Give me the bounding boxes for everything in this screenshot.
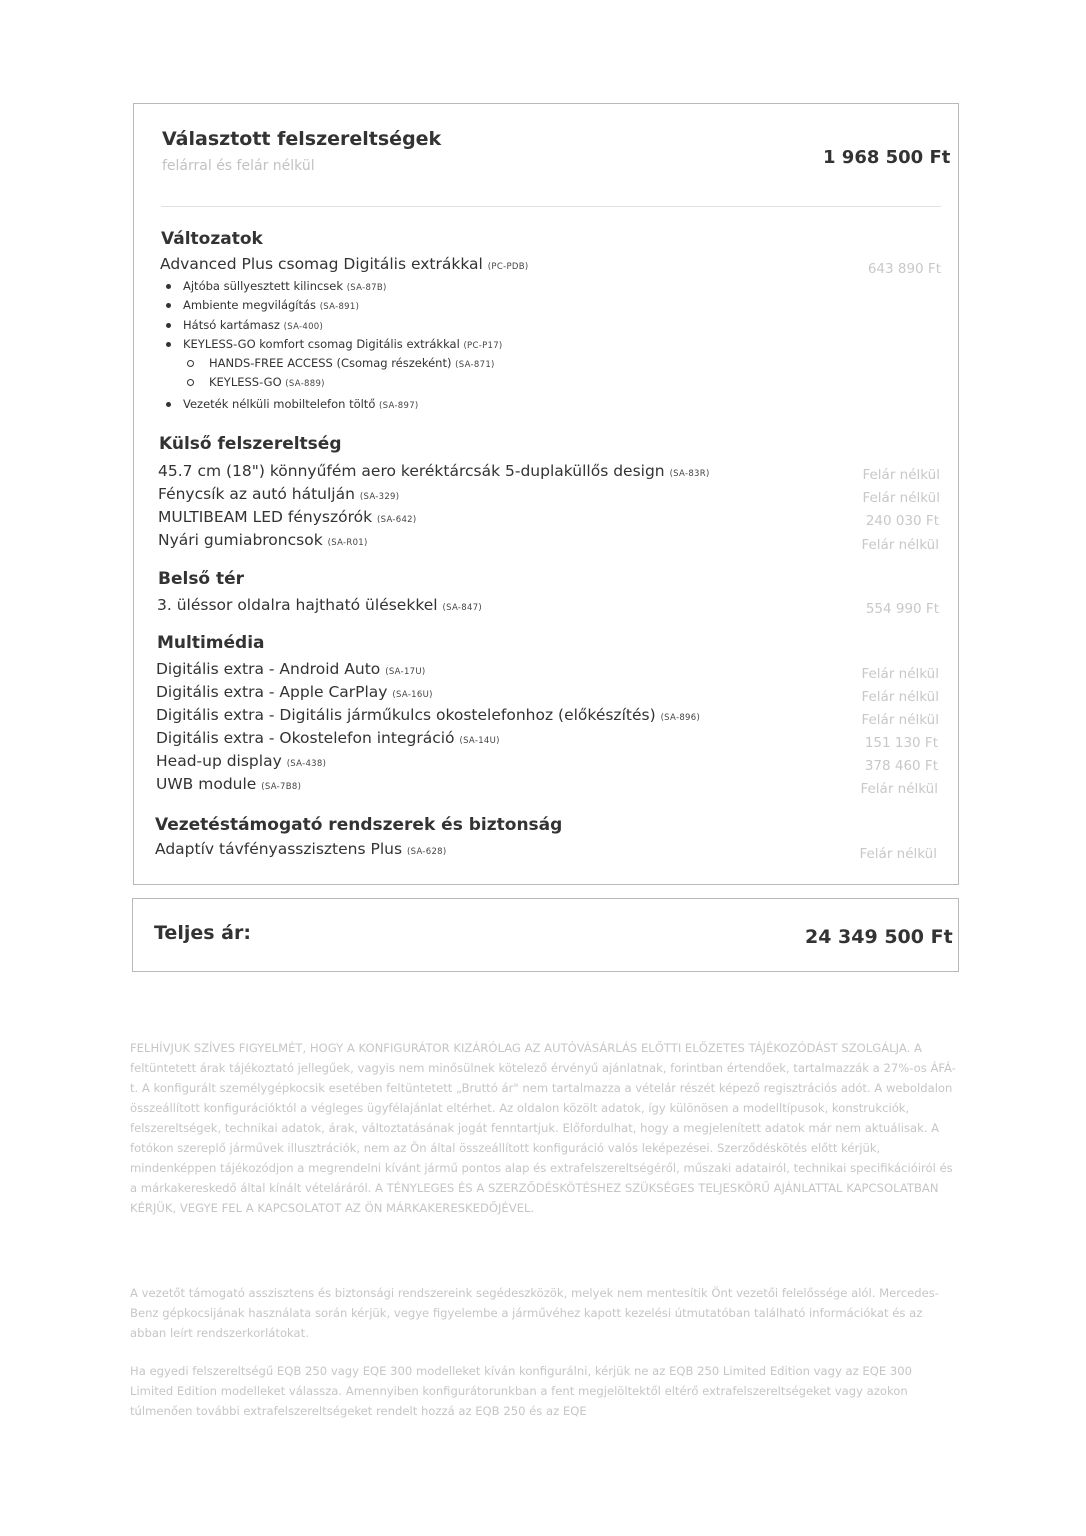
equipment-price: 554 990 Ft [865,601,939,617]
header-divider [161,206,941,207]
equipment-label: Head-up display [156,752,282,770]
equipment-row [156,660,426,678]
selected-equipment-title: Választott felszereltségek [162,128,442,150]
equipment-row [156,752,326,770]
equipment-price: 151 130 Ft [864,735,938,751]
list-item [166,337,503,351]
bullet-icon [166,323,171,328]
equipment-label: Nyári gumiabroncsok [158,531,323,549]
equipment-row [158,485,399,503]
package-code: (PC-PDB) [487,262,529,272]
equipment-label: 45.7 cm (18") könnyűfém aero keréktárcsák 5-duplaküllős design [158,462,665,480]
list-item [166,279,387,293]
equipment-price: Felár nélkül [862,490,940,506]
list-subitem-label: KEYLESS-GO [209,375,282,389]
disclaimer-paragraph-3: Ha egyedi felszereltségű EQB 250 vagy EQE 300 modelleket kíván konfigurálni, kérjük ne az EQB 250 Limited Edition vagy az EQE 300 Limited Edition modelleket válassza. Amennyiben konfigurátorunkban a fent megjelöltektől eltérő extrafelszereltségeket vagy azokon túlmenően további extrafelszereltségeket rendelt hozzá az EQB 250 és az EQE [130,1364,912,1418]
equipment-price: Felár nélkül [861,712,939,728]
equipment-code: (SA-438) [286,759,327,769]
package-label: Advanced Plus csomag Digitális extrákkal [160,255,483,273]
total-label: Teljes ár: [154,922,251,944]
equipment-price: 378 460 Ft [864,758,938,774]
section-title-variants: Változatok [161,229,263,249]
bullet-icon [166,342,171,347]
selected-equipment-price: 1 968 500 Ft [823,147,951,168]
equipment-code: (SA-16U) [392,690,433,700]
list-item-code: (SA-891) [319,302,360,312]
list-item-label: Ajtóba süllyesztett kilincsek [183,279,344,293]
equipment-code: (SA-329) [359,492,400,502]
equipment-price: Felár nélkül [860,781,938,797]
equipment-label: Adaptív távfényasszisztens Plus [155,840,403,858]
bullet-icon [166,303,171,308]
equipment-price: Felár nélkül [862,467,940,483]
list-subitem-label: HANDS-FREE ACCESS (Csomag részeként) [209,356,452,370]
disclaimer-paragraph-2: A vezetőt támogató asszisztens és biztonsági rendszereink segédeszközök, melyek nem mentesítik Önt vezetői felelőssége alól. Mercedes-Benz gépkocsijának használata során kérjük, vegye figyelembe a járművéhez kapott kezelési útmutatóban található információkat és az abban leírt rendszerkorlátokat. [130,1286,939,1340]
disclaimer-paragraph-1: FELHÍVJUK SZÍVES FIGYELMÉT, HOGY A KONFIGURÁTOR KIZÁRÓLAG AZ AUTÓVÁSÁRLÁS ELŐTTI ELŐZETES TÁJÉKOZÓDÁST SZOLGÁLJA. A feltüntetett árak tájékoztató jellegűek, vagyis nem minősülnek kötelező érvényű ajánlatnak, forintban értendőek, tartalmazzák a 27%-os ÁFÁ-t. A konfigurált személygépkocsik esetében feltüntetett „Bruttó ár" nem tartalmazza a vételár részét képező regisztrációs adót. A weboldalon összeállított konfigurációktól a végleges ügyfélajánlat eltérhet. Az oldalon közölt adatok, így különösen a modelltípusok, konstrukciók, felszereltségek, technikai adatok, árak, változtatásának jogát fenntartjuk. Előfordulhat, hogy a megjelenített adatok már nem aktuálisak. A fotókon szereplő járművek illusztrációk, nem az Ön által összeállított konfiguráció valós leképezései. Szerződéskötés előtt kérjük, mindenképpen tájékozódjon a megrendelni kívánt jármű pontos alap és extrafelszereltségéről, műszaki adatairól, technikai specifikációiról és a márkakereskedő által kínált vételáráról. A TÉNYLEGES ÉS A SZERZŐDÉSKÖTÉSHEZ SZÜKSÉGES TELJESKÖRŰ AJÁNLATTAL KAPCSOLATBAN KÉRJÜK, VEGYE FEL A KAPCSOLATOT AZ ÖN MÁRKAKERESKEDŐJÉVEL. [130,1041,956,1215]
equipment-row [158,531,368,549]
section-title-interior: Belső tér [158,569,245,589]
equipment-price: Felár nélkül [861,666,939,682]
list-item-code: (SA-897) [379,401,419,411]
package-price: 643 890 Ft [867,261,941,277]
equipment-price: 240 030 Ft [865,513,939,529]
equipment-price: Felár nélkül [861,689,939,705]
equipment-row [157,596,482,614]
package-item [160,255,528,273]
bullet-icon [166,402,171,407]
equipment-row [158,462,710,480]
bullet-icon [166,284,171,289]
equipment-label: Digitális extra - Digitális járműkulcs okostelefonhoz (előkészítés) [156,706,656,724]
list-subitem-code: (SA-889) [285,379,325,389]
section-title-multimedia: Multimédia [157,633,265,653]
equipment-row [156,706,700,724]
list-subitem [187,375,325,389]
circle-bullet-icon [187,379,194,386]
list-item-label: Vezeték nélküli mobiltelefon töltő [183,397,376,411]
list-item-label: Ambiente megvilágítás [183,298,317,312]
equipment-code: (SA-896) [660,713,701,723]
selected-equipment-subtitle: felárral és felár nélkül [162,158,315,174]
list-item-label: Hátsó kartámasz [183,318,280,332]
equipment-code: (SA-83R) [669,469,710,479]
equipment-row [158,508,417,526]
equipment-row [155,840,446,858]
equipment-code: (SA-17U) [385,667,426,677]
equipment-code: (SA-R01) [327,538,368,548]
equipment-label: UWB module [156,775,257,793]
section-title-exterior: Külső felszereltség [159,434,342,454]
equipment-label: Digitális extra - Android Auto [156,660,381,678]
list-subitem-code: (SA-871) [455,360,495,370]
equipment-price: Felár nélkül [859,846,937,862]
list-item-code: (SA-87B) [346,283,387,293]
equipment-label: Digitális extra - Okostelefon integráció [156,729,455,747]
equipment-label: Digitális extra - Apple CarPlay [156,683,388,701]
equipment-label: Fénycsík az autó hátulján [158,485,355,503]
equipment-code: (SA-847) [442,603,483,613]
equipment-code: (SA-628) [406,847,447,857]
list-subitem [187,356,495,370]
equipment-row [156,683,433,701]
section-title-driver-assist: Vezetéstámogató rendszerek és biztonság [155,815,563,835]
equipment-label: MULTIBEAM LED fényszórók [158,508,373,526]
equipment-code: (SA-642) [377,515,417,525]
equipment-row [156,775,301,793]
list-item [166,298,359,312]
list-item-code: (SA-400) [283,322,324,332]
equipment-label: 3. üléssor oldalra hajtható ülésekkel [157,596,438,614]
equipment-price: Felár nélkül [861,537,939,553]
circle-bullet-icon [187,360,194,367]
equipment-row [156,729,500,747]
total-price: 24 349 500 Ft [805,926,953,948]
equipment-code: (SA-14U) [459,736,500,746]
equipment-code: (SA-7B8) [261,782,302,792]
list-item-label: KEYLESS-GO komfort csomag Digitális extrákkal [183,337,460,351]
list-item [166,318,323,332]
list-item [166,397,419,411]
list-item-code: (PC-P17) [463,341,503,351]
